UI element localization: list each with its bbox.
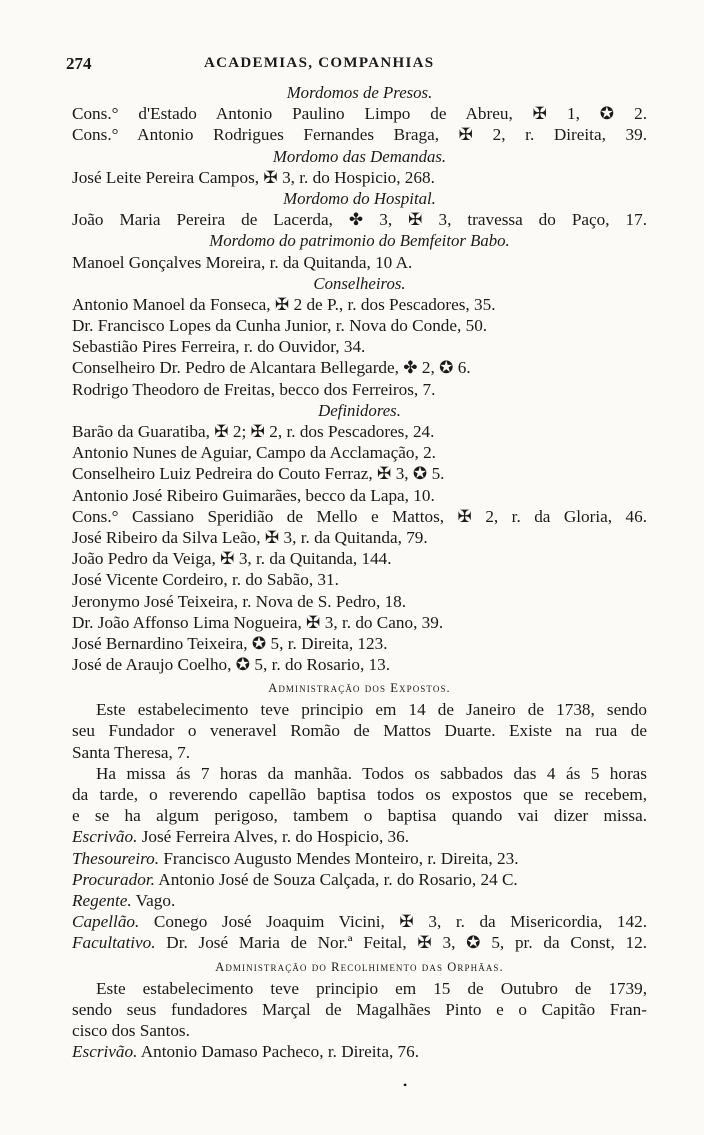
role-label: Capellão. — [72, 912, 140, 932]
text-line — [72, 1041, 647, 1062]
text-line: João Maria Pereira de Lacerda, ✤ 3, ✠ 3, travessa do Paço, 17. — [72, 210, 647, 230]
text-line: Este estabelecimento teve principio em 14 de Janeiro de 1738, sendo — [96, 700, 647, 720]
text-line: José Vicente Cordeiro, r. do Sabão, 31. — [72, 570, 339, 590]
text-line — [72, 869, 647, 890]
text-line: Cons.° Antonio Rodrigues Fernandes Braga, ✠ 2, r. Direita, 39. — [72, 125, 647, 145]
entry-text: Vago. — [135, 890, 176, 910]
entry-text: Francisco Augusto Mendes Monteiro, r. Direita, 23. — [163, 848, 519, 868]
section-heading: Conselheiros. — [313, 273, 406, 293]
text-line: da tarde, o reverendo capellão baptisa todos os expostos que se recebem, — [72, 785, 647, 804]
section-heading: Definidores. — [318, 400, 401, 420]
section-heading: Administração do Recolhimento das Orphãas. — [215, 959, 504, 974]
section-heading: Mordomo do Hospital. — [283, 188, 436, 208]
ink-dot: • — [403, 1078, 408, 1092]
text-line: José Ribeiro da Silva Leão, ✠ 3, r. da Quitanda, 79. — [72, 527, 428, 547]
entry-text: Antonio José de Souza Calçada, r. do Rosario, 24 C. — [158, 869, 518, 889]
text-line: José de Araujo Coelho, ✪ 5, r. do Rosario, 13. — [72, 655, 391, 675]
text-line: Dr. Francisco Lopes da Cunha Junior, r. Nova do Conde, 50. — [72, 316, 488, 336]
text-line: Cons.° d'Estado Antonio Paulino Limpo de Abreu, ✠ 1, ✪ 2. — [72, 104, 647, 124]
role-label: Facultativo. — [72, 933, 156, 953]
entry-text: Antonio Damaso Pacheco, r. Direita, 76. — [140, 1042, 420, 1062]
text-line — [72, 848, 647, 869]
text-line — [72, 932, 647, 953]
text-line: Antonio Manoel da Fonseca, ✠ 2 de P., r. dos Pescadores, 35. — [72, 294, 496, 314]
text-line — [72, 826, 647, 847]
text-line: Jeronymo José Teixeira, r. Nova de S. Pedro, 18. — [72, 591, 407, 611]
text-line: cisco dos Santos. — [72, 1020, 190, 1040]
section-heading: Mordomos de Presos. — [286, 83, 433, 102]
section-heading: Administração dos Expostos. — [268, 681, 451, 696]
role-label: Procurador. — [72, 869, 155, 889]
text-line: Ha missa ás 7 horas da manhãa. Todos os sabbados das 4 ás 5 horas — [96, 763, 647, 783]
text-line: José Leite Pereira Campos, ✠ 3, r. do Hospicio, 268. — [72, 167, 435, 187]
role-label: Escrivão. — [72, 827, 138, 847]
text-line: Antonio Nunes de Aguiar, Campo da Acclamação, 2. — [72, 443, 436, 463]
text-line: João Pedro da Veiga, ✠ 3, r. da Quitanda, 144. — [72, 549, 392, 569]
text-line: Conselheiro Dr. Pedro de Alcantara Bellegarde, ✤ 2, ✪ 6. — [72, 358, 471, 378]
entry-text: Dr. José Maria de Nor.ª Feital, ✠ 3, ✪ 5, pr. da Const, 12. — [166, 933, 647, 953]
running-title: ACADEMIAS, COMPANHIAS — [204, 55, 435, 71]
text-line: José Bernardino Teixeira, ✪ 5, r. Direita, 123. — [72, 633, 388, 653]
text-line: Este estabelecimento teve principio em 15 de Outubro de 1739, — [96, 978, 647, 998]
text-line: Cons.° Cassiano Speridião de Mello e Mattos, ✠ 2, r. da Gloria, 46. — [72, 506, 647, 526]
page-number: 274 — [66, 54, 92, 73]
entry-text: José Ferreira Alves, r. do Hospicio, 36. — [141, 827, 410, 847]
text-line: Dr. João Affonso Lima Nogueira, ✠ 3, r. do Cano, 39. — [72, 612, 444, 632]
text-line: Conselheiro Luiz Pedreira do Couto Ferraz, ✠ 3, ✪ 5. — [72, 464, 445, 484]
text-line: sendo seus fundadores Marçal de Magalhães Pinto e o Capitão Fran- — [72, 999, 647, 1019]
text-line — [72, 911, 647, 932]
text-line: seu Fundador o veneravel Romão de Mattos Duarte. Existe na rua de — [72, 721, 647, 741]
entry-text: Conego José Joaquim Vicini, ✠ 3, r. da Misericordia, 142. — [153, 912, 647, 932]
role-label: Regente. — [72, 890, 132, 910]
role-label: Escrivão. — [72, 1042, 138, 1062]
page-header — [66, 54, 656, 76]
section-heading: Mordomo do patrimonio do Bemfeitor Babo. — [209, 231, 510, 251]
text-line: Santa Theresa, 7. — [72, 742, 191, 762]
role-label: Thesoureiro. — [72, 848, 160, 868]
text-line: Manoel Gonçalves Moreira, r. da Quitanda, 10 A. — [72, 252, 413, 272]
text-line: Rodrigo Theodoro de Freitas, becco dos Ferreiros, 7. — [72, 379, 436, 399]
text-line — [72, 890, 647, 911]
section-heading: Mordomo das Demandas. — [272, 146, 447, 166]
text-line: Antonio José Ribeiro Guimarães, becco da Lapa, 10. — [72, 485, 435, 505]
text-line: Barão da Guaratiba, ✠ 2; ✠ 2, r. dos Pescadores, 24. — [72, 422, 435, 441]
text-line: Sebastião Pires Ferreira, r. do Ouvidor, 34. — [72, 337, 366, 357]
text-line: e se ha algum perigoso, tambem o baptisa quando vai dizer missa. — [72, 806, 647, 826]
page-body — [72, 82, 647, 1062]
